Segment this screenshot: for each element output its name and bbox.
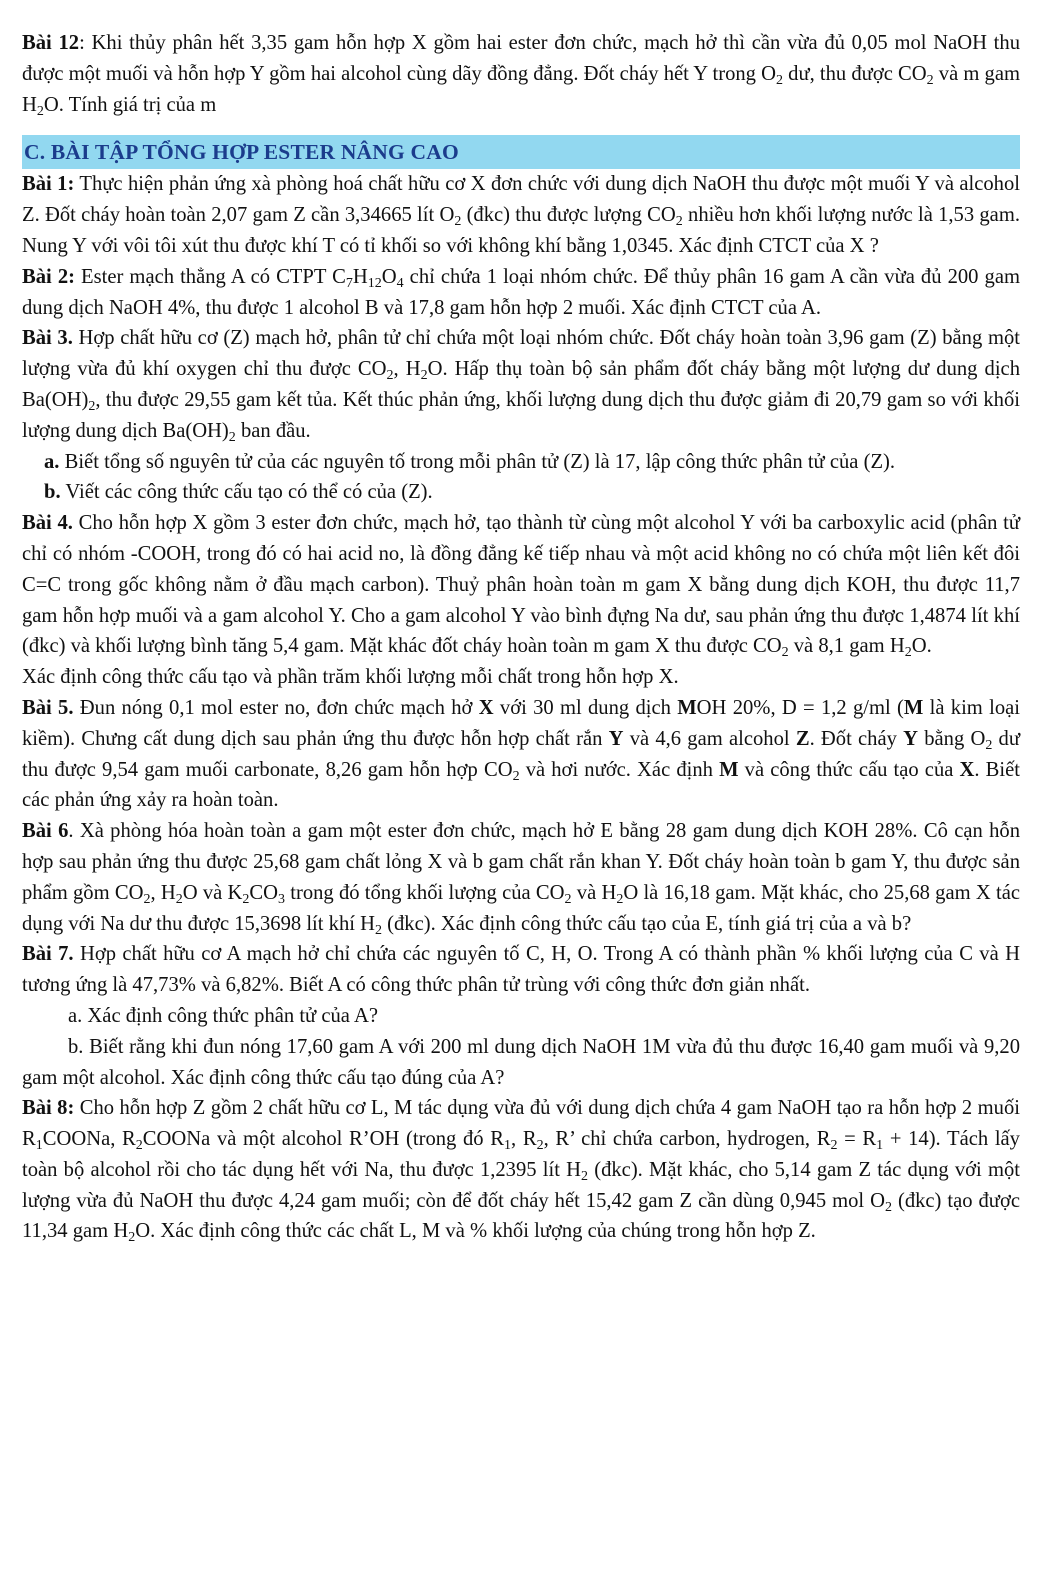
problem-label: Bài 12 (22, 32, 80, 54)
problem-label: Bài 2: (22, 265, 75, 288)
problem-2: Bài 2: Ester mạch thẳng A có CTPT $C_7H_{12}O_4$ chỉ chứa 1 loại nhóm chức. Để thủy phân 16 gam A cần vừa đủ 200 gam dung dịch NaOH 4%, thu được 1 alcohol B và 17,8 gam hỗn hợp 2 muối. Xác định CTCT của A. (22, 265, 1021, 319)
problem-label: Bài 1: (22, 173, 75, 196)
problem-label: Bài 6 (22, 820, 69, 843)
problem-7: Bài 7. Hợp chất hữu cơ A mạch hở chỉ chứa các nguyên tố C, H, O. Trong A có thành phần % khối lượng của C và H tương ứng là 47,73% và 6,82%. Biết A có công thức phân tử trùng với công thức đơn giản nhất. (22, 943, 1020, 997)
problem-3-part-a: a. Biết tổng số nguyên tử của các nguyên tố trong mỗi phân tử (Z) là 17, lập công thức phân tử của (Z). (44, 450, 896, 473)
problem-3-part-b: b. Viết các công thức cấu tạo có thể có của (Z). (44, 481, 433, 504)
problem-label: Bài 7. (22, 943, 74, 966)
problem-5: Bài 5. Đun nóng 0,1 mol ester no, đơn chức mạch hở X với 30 ml dung dịch MOH 20%, D = 1,2 g/ml (M là kim loại kiềm). Chưng cất dung dịch sau phản ứng thu được hỗn hợp chất rắn Y và 4,6 gam alcohol Z. Đốt cháy Y bằng $O_2$ dư thu được 9,54 gam muối carbonate, 8,26 gam hỗn hợp $CO_2$ và hơi nước. Xác định M và công thức cấu tạo của X. Biết các phản ứng xảy ra hoàn toàn. (22, 696, 1021, 812)
problem-4: Bài 4. Cho hỗn hợp X gồm 3 ester đơn chức, mạch hở, tạo thành từ cùng một alcohol Y với ba carboxylic acid (phân tử chỉ có nhóm -COOH, trong đó có hai acid no, là đồng đẳng kế tiếp nhau và một acid không no có chứa một liên kết đôi C=C trong gốc không nằm ở đầu mạch carbon). Thuỷ phân hoàn toàn m gam X bằng dung dịch KOH, thu được 11,7 gam hỗn hợp muối và a gam alcohol Y. Cho a gam alcohol Y vào bình đựng Na dư, sau phản ứng thu được 1,4874 lít khí (đkc) và khối lượng bình tăng 5,4 gam. Mặt khác đốt cháy hoàn toàn m gam X thu được $CO_2$ và 8,1 gam $H_2O$. (22, 512, 1020, 661)
problem-3: Bài 3. Hợp chất hữu cơ (Z) mạch hở, phân tử chỉ chứa một loại nhóm chức. Đốt cháy hoàn toàn 3,96 gam (Z) bằng một lượng vừa đủ khí oxygen chỉ thu được $CO_2$, $H_2O$. Hấp thụ toàn bộ sản phẩm đốt cháy bằng một lượng dư dung dịch $Ba(OH)_2$, thu được 29,55 gam kết tủa. Kết thúc phản ứng, khối lượng dung dịch thu được giảm đi 20,79 gam so với khối lượng dung dịch $Ba(OH)_2$ ban đầu. (22, 327, 1020, 445)
problem-12: Bài 12: Khi thủy phân hết 3,35 gam hỗn hợp X gồm hai ester đơn chức, mạch hở thì cần vừa đủ 0,05 mol NaOH thu được một muối và hỗn hợp Y gồm hai alcohol cùng dãy đồng đẳng. Đốt cháy hết Y trong $O_2$ dư, thu được $CO_2$ và m gam $H_2O$. Tính giá trị của m (22, 32, 1020, 119)
section-heading: C. BÀI TẬP TỔNG HỢP ESTER NÂNG CAO (22, 135, 1020, 169)
problem-4-question: Xác định công thức cấu tạo và phần trăm khối lượng mỗi chất trong hỗn hợp X. (22, 666, 679, 689)
problem-7-part-b: b. Biết rằng khi đun nóng 17,60 gam A với 200 ml dung dịch NaOH 1M vừa đủ thu được 16,40 gam muối và 9,20 gam một alcohol. Xác định công thức cấu tạo đúng của A? (22, 1035, 1020, 1089)
problem-8: Bài 8: Cho hỗn hợp Z gồm 2 chất hữu cơ L, M tác dụng vừa đủ với dung dịch chứa 4 gam NaOH tạo ra hỗn hợp 2 muối $R_1COONa$, $R_2COONa$ và một alcohol R’OH (trong đó $R_1$, $R_2$, R’ chỉ chứa carbon, hydrogen, $R_2 = R_1 + 14$). Tách lấy toàn bộ alcohol rồi cho tác dụng hết với Na, thu được 1,2395 lít $H_2$ (đkc). Mặt khác, cho 5,14 gam Z tác dụng với một lượng vừa đủ NaOH thu được 4,24 gam muối; còn để đốt cháy hết 15,42 gam Z cần dùng 0,945 mol $O_2$ (đkc) tạo được 11,34 gam $H_2O$. Xác định công thức các chất L, M và % khối lượng của chúng trong hỗn hợp Z. (22, 1097, 1021, 1246)
problem-6: Bài 6. Xà phòng hóa hoàn toàn a gam một ester đơn chức, mạch hở E bằng 28 gam dung dịch KOH 28%. Cô cạn hỗn hợp sau phản ứng thu được 25,68 gam chất lỏng X và b gam chất rắn khan Y. Đốt cháy hoàn toàn b gam Y, thu được sản phẩm gồm $CO_2$, $H_2O$ và $K_2CO_3$ trong đó tổng khối lượng của $CO_2$ và $H_2O$ là 16,18 gam. Mặt khác, cho 25,68 gam X tác dụng với Na dư thu được 15,3698 lít khí $H_2$ (đkc). Xác định công thức cấu tạo của E, tính giá trị của a và b? (22, 820, 1020, 938)
problem-label: Bài 3. (22, 327, 73, 350)
problem-label: Bài 8: (22, 1097, 75, 1120)
problem-label: Bài 5. (22, 696, 74, 719)
problem-7-part-a: a. Xác định công thức phân tử của A? (68, 1004, 378, 1027)
worksheet-page (22, 28, 1020, 1247)
problem-label: Bài 4. (22, 512, 73, 535)
problem-1: Bài 1: Thực hiện phản ứng xà phòng hoá chất hữu cơ X đơn chức với dung dịch NaOH thu được một muối Y và alcohol Z. Đốt cháy hoàn toàn 2,07 gam Z cần 3,34665 lít $O_2$ (đkc) thu được lượng $CO_2$ nhiều hơn khối lượng nước là 1,53 gam. Nung Y với vôi tôi xút thu được khí T có tỉ khối so với không khí bằng 1,0345. Xác định CTCT của X ? (22, 173, 1021, 257)
